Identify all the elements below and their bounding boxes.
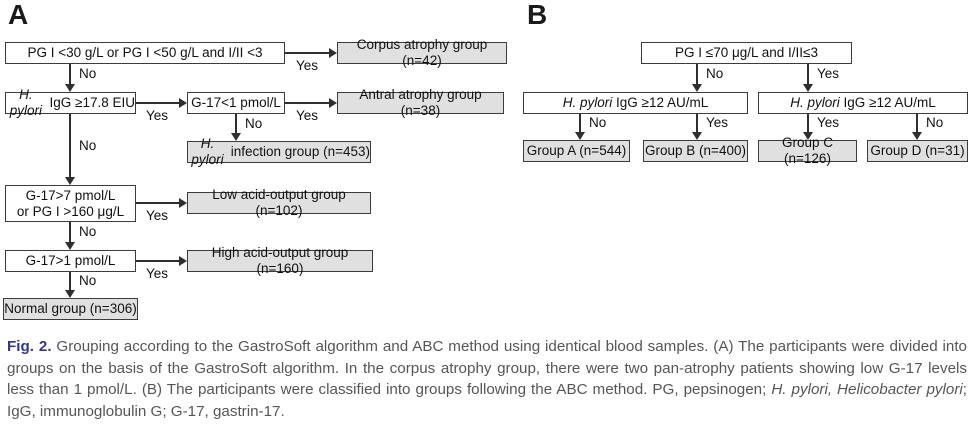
node-b-group-d	[867, 140, 968, 162]
edge-label-yes: Yes	[296, 58, 319, 73]
edge-label-yes: Yes	[706, 115, 729, 130]
edge-label-yes: Yes	[296, 108, 319, 123]
edge-label-yes: Yes	[146, 208, 169, 223]
figure-caption-text-2: ; IgG, immunoglobulin G; G-17, gastrin-17.	[7, 381, 967, 420]
hpylori-italic: H. pylori	[790, 95, 840, 110]
panel-b-letter: B	[527, 0, 548, 30]
arrow-line-pg-to-corpus	[285, 52, 329, 54]
node-a-normal-group	[3, 298, 138, 320]
arrow-line-g17gt7-to-g17gt1	[69, 222, 71, 242]
node-a-low-acid-text: Low acid-output group (n=102)	[212, 187, 346, 218]
node-a-low-acid-group	[187, 187, 371, 218]
arrow-line-bpg-to-left	[696, 64, 698, 84]
arrow-line-g17lt1-to-infection	[235, 114, 237, 133]
node-a-corpus-atrophy-text: Corpus atrophy group (n=42)	[356, 37, 488, 68]
arrow-line-right-to-group-c	[807, 114, 809, 132]
edge-label-yes: Yes	[146, 108, 169, 123]
edge-label-yes: Yes	[817, 66, 840, 81]
node-a-antral-atrophy-group	[337, 87, 504, 118]
edge-label-no: No	[926, 115, 944, 130]
node-a-pg-decision	[5, 42, 285, 64]
node-a-high-acid-text: High acid-output group (n=160)	[211, 245, 349, 276]
arrowhead-g17gt7-to-g17gt1	[65, 242, 75, 250]
arrowhead-hpylori-to-g17gt7	[65, 177, 75, 185]
edge-label-no: No	[79, 224, 97, 239]
arrowhead-left-to-group-b	[692, 132, 702, 140]
arrow-line-g17lt1-to-antral	[285, 102, 329, 104]
figure-caption-label: Fig. 2.	[7, 338, 52, 355]
arrow-line-hpylori-to-g17gt7	[69, 114, 71, 177]
panel-a-letter: A	[8, 0, 29, 30]
arrowhead-g17lt1-to-antral	[329, 98, 337, 108]
arrow-line-pg-to-hpylori	[69, 64, 71, 85]
arrowhead-right-to-group-d	[912, 132, 922, 140]
node-b-pg-decision-text: PG I ≤70 μg/L and I/II≤3	[675, 45, 818, 60]
node-a-pg-decision-text: PG I <30 g/L or PG I <50 g/L and I/II <3	[27, 45, 263, 60]
arrowhead-left-to-group-a	[575, 132, 585, 140]
edge-label-yes: Yes	[146, 266, 169, 281]
hpylori-rest: IgG ≥12 AU/mL	[839, 95, 936, 110]
node-b-group-a-text: Group A (n=544)	[526, 143, 627, 158]
edge-label-no: No	[79, 138, 97, 153]
node-a-high-acid-group	[187, 245, 373, 276]
arrowhead-bpg-to-right	[803, 84, 813, 92]
hpylori-rest: IgG ≥12 AU/mL	[612, 95, 709, 110]
figure-caption-italic: H. pylori, Helicobacter pylori	[771, 381, 963, 398]
node-a-g17-gt7-line2: or PG I >160 μg/L	[16, 203, 125, 219]
node-b-group-b	[643, 140, 748, 162]
arrow-line-hpylori-to-g17lt1	[136, 102, 179, 104]
arrowhead-g17lt1-to-infection	[231, 133, 241, 141]
arrowhead-g17gt1-to-highacid	[179, 256, 187, 266]
arrowhead-g17gt1-to-normal	[65, 290, 75, 298]
arrowhead-pg-to-hpylori	[65, 84, 75, 92]
hpylori-italic: H. pylori	[562, 95, 613, 110]
node-a-normal-text: Normal group (n=306)	[4, 301, 137, 316]
arrow-line-g17gt1-to-highacid	[136, 260, 179, 262]
arrow-line-g17gt1-to-normal	[69, 272, 71, 290]
node-a-hpylori-igg-decision	[5, 87, 136, 118]
arrow-line-right-to-group-d	[916, 114, 918, 132]
arrowhead-hpylori-to-g17lt1	[179, 98, 187, 108]
node-b-group-c	[758, 135, 857, 166]
arrow-line-bpg-to-right	[807, 64, 809, 84]
node-b-pg-decision	[641, 42, 852, 64]
node-a-antral-atrophy-text: Antral atrophy group (n=38)	[359, 87, 482, 118]
node-b-group-b-text: Group B (n=400)	[645, 143, 746, 158]
infection-rest: infection group (n=453)	[227, 144, 370, 159]
node-a-g17-lt1-text: G-17<1 pmol/L	[191, 95, 281, 110]
arrow-line-g17gt7-to-lowacid	[136, 202, 179, 204]
node-a-g17-gt1-text: G-17>1 pmol/L	[25, 253, 116, 268]
edge-label-no: No	[706, 66, 724, 81]
node-b-group-c-text: Group C (n=126)	[781, 135, 834, 166]
edge-label-no: No	[589, 115, 607, 130]
figure-caption-text-1: Grouping according to the GastroSoft algorithm and ABC method using identical blood samples. (A) The participants were divided into groups on the basis of the GastroSoft algorithm. In the corpus atrophy group, there were two pan-atrophy patients showing low G-17 levels less than 1 pmol/L. (B) The participants were classified into groups following the ABC method. PG, pepsinogen;	[7, 338, 967, 398]
node-a-g17-gt7-line1: G-17>7 pmol/L	[25, 188, 116, 203]
node-a-g17-gt1-decision	[5, 250, 136, 272]
edge-label-no: No	[245, 116, 263, 131]
node-a-hpylori-infection-group	[187, 136, 371, 167]
hpylori-rest: IgG ≥17.8 EIU	[45, 95, 135, 110]
node-b-group-d-text: Group D (n=31)	[870, 143, 965, 158]
arrowhead-pg-to-corpus	[329, 48, 337, 58]
node-a-g17-gt7-decision	[5, 185, 136, 222]
arrowhead-g17gt7-to-lowacid	[179, 198, 187, 208]
arrow-line-left-to-group-a	[579, 114, 581, 132]
node-b-hpylori-right-decision	[758, 92, 968, 114]
arrowhead-right-to-group-c	[803, 132, 813, 140]
node-a-g17-lt1-decision	[187, 92, 285, 114]
node-b-group-a	[523, 140, 630, 162]
arrowhead-bpg-to-left	[692, 84, 702, 92]
edge-label-no: No	[79, 66, 97, 81]
infection-italic: H. pylori	[191, 136, 224, 167]
figure-caption	[7, 336, 967, 422]
node-b-hpylori-left-decision	[523, 92, 748, 114]
node-a-corpus-atrophy-group	[337, 37, 507, 68]
arrow-line-left-to-group-b	[696, 114, 698, 132]
edge-label-no: No	[79, 273, 97, 288]
hpylori-italic: H. pylori	[9, 87, 43, 118]
edge-label-yes: Yes	[817, 115, 840, 130]
